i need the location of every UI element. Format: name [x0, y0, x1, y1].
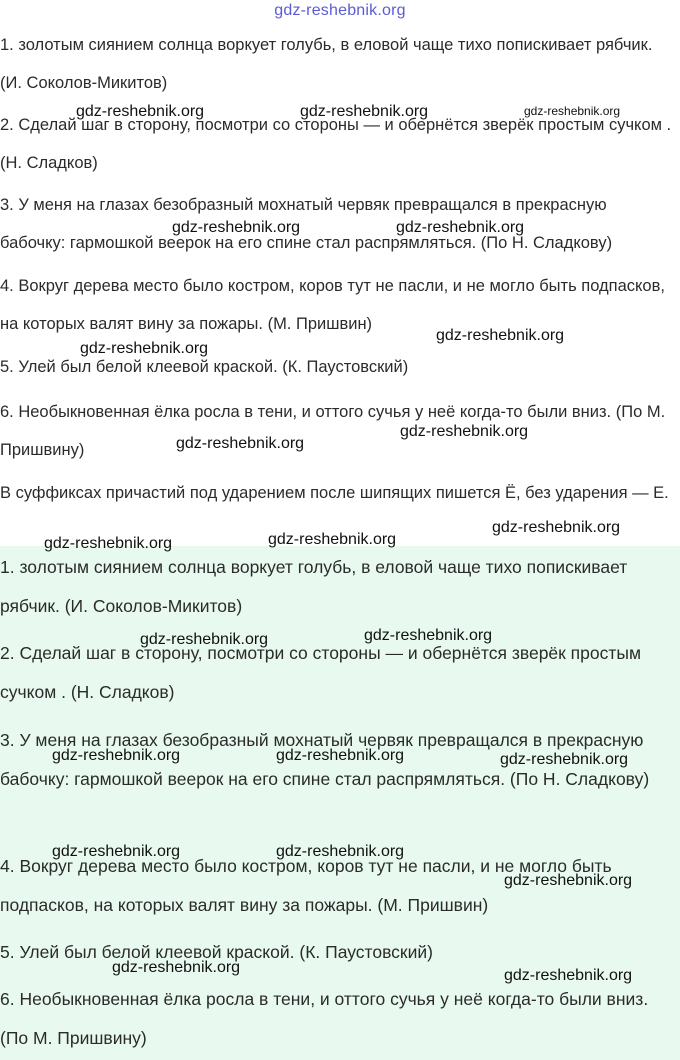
watermark: gdz-reshebnik.org [76, 103, 205, 120]
watermark: gdz-reshebnik.org [300, 103, 429, 120]
rule-note: В суффиксах причастий под ударением после шипящих пишется Ё, без ударения — Е. [0, 484, 669, 502]
answer-block-highlighted [0, 546, 680, 1060]
sentence-3: 3. У меня на глазах безобразный мохнатый червяк превращался в прекрасную бабочку: гармошкой веерок на его спине стал распрямляться. (По Н. Сладкову) [0, 196, 613, 252]
sentence-6: 6. Необыкновенная ёлка росла в тени, и оттого сучья у неё когда-то были вниз. (По М. Пришвину) [0, 989, 649, 1048]
watermark: gdz-reshebnik.org [500, 751, 629, 768]
watermark: gdz-reshebnik.org [436, 327, 565, 344]
watermark: gdz-reshebnik.org [396, 219, 525, 236]
watermark: gdz-reshebnik.org [172, 219, 301, 236]
watermark: gdz-reshebnik.org [276, 747, 405, 764]
sentence-4: 4. Вокруг дерева место было костром, коров тут не пасли, и не могло быть подпасков, на которых валят вину за пожары. (М. Пришвин) [0, 277, 665, 333]
sentence-1: 1. золотым сиянием солнца воркует голубь, в еловой чаще тихо попискивает рябчик. (И. Соколов-Микитов) [0, 557, 628, 616]
sentence-2: 2. Сделай шаг в сторону, посмотри со стороны — и обернётся зверёк простым сучком . (Н. Сладков) [0, 643, 641, 702]
watermark: gdz-reshebnik.org [112, 959, 241, 976]
watermark: gdz-reshebnik.org [44, 535, 173, 552]
sentence-5: 5. Улей был белой клеевой краской. (К. Паустовский) [0, 942, 433, 962]
answer-block-plain [0, 26, 680, 546]
sentence-6: 6. Необыкновенная ёлка росла в тени, и оттого сучья у неё когда-то были вниз. (По М. Пришвину) [0, 403, 666, 459]
watermark: gdz-reshebnik.org [364, 627, 493, 644]
watermark: gdz-reshebnik.org [492, 519, 621, 536]
watermark: gdz-reshebnik.org [400, 423, 529, 440]
sentence-5: 5. Улей был белой клеевой краской. (К. Паустовский) [0, 358, 409, 376]
watermark: gdz-reshebnik.org [504, 967, 633, 984]
sentence-2: 2. Сделай шаг в сторону, посмотри со стороны — и обернётся зверёк простым сучком . (Н. Сладков) [0, 116, 672, 172]
watermark: gdz-reshebnik.org [276, 843, 405, 860]
watermark: gdz-reshebnik.org [140, 631, 269, 648]
watermark: gdz-reshebnik.org [52, 843, 181, 860]
watermark: gdz-reshebnik.org [504, 872, 633, 889]
site-header-link[interactable]: gdz-reshebnik.org [274, 2, 406, 19]
watermark: gdz-reshebnik.org [176, 435, 305, 452]
watermark: gdz-reshebnik.org [80, 340, 209, 357]
watermark: gdz-reshebnik.org [268, 531, 397, 548]
sentence-1: 1. золотым сиянием солнца воркует голубь, в еловой чаще тихо попискивает рябчик. (И. Соколов-Микитов) [0, 36, 653, 92]
sentence-3: 3. У меня на глазах безобразный мохнатый червяк превращался в прекрасную бабочку: гармошкой веерок на его спине стал распрямляться. (По Н. Сладкову) [0, 730, 650, 789]
sentence-4: 4. Вокруг дерева место было костром, коров тут не пасли, и не могло быть подпасков, на которых валят вину за пожары. (М. Пришвин) [0, 856, 612, 915]
watermark: gdz-reshebnik.org [524, 104, 621, 118]
watermark: gdz-reshebnik.org [52, 747, 181, 764]
